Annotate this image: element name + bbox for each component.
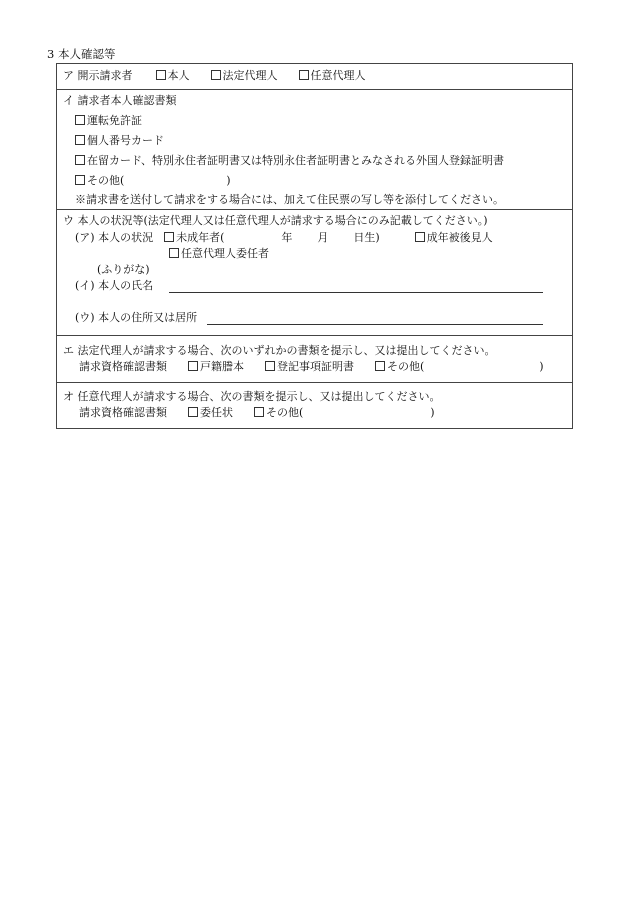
option-legal-agent: 法定代理人 xyxy=(222,69,278,82)
checkbox-principal[interactable] xyxy=(156,70,166,80)
legal-other-close: ) xyxy=(539,360,544,373)
checkbox-voluntary-agent[interactable] xyxy=(299,70,309,80)
checkbox-legal-other[interactable] xyxy=(375,361,385,371)
option-voluntary-other: その他( xyxy=(266,406,304,419)
principal-status-label: ウ 本人の状況等(法定代理人又は任意代理人が請求する場合にのみ記載してください。) xyxy=(63,214,488,227)
legal-agent-doc-label: 請求資格確認書類 xyxy=(79,360,167,373)
checkbox-other-id[interactable] xyxy=(75,175,85,185)
option-registry-certificate: 登記事項証明書 xyxy=(277,360,354,373)
option-drivers-license: 運転免許証 xyxy=(87,114,142,127)
option-residence-card: 在留カード、特別永住者証明書又は特別永住者証明書とみなされる外国人登録証明書 xyxy=(87,154,505,167)
option-power-of-attorney: 委任状 xyxy=(200,406,233,419)
name-input-line[interactable] xyxy=(169,292,543,293)
requester-row xyxy=(57,64,572,90)
checkbox-my-number-card[interactable] xyxy=(75,135,85,145)
address-label: (ウ) 本人の住所又は居所 xyxy=(75,311,198,324)
year-label: 年 xyxy=(281,231,293,244)
checkbox-family-register[interactable] xyxy=(188,361,198,371)
checkbox-power-of-attorney[interactable] xyxy=(188,407,198,417)
status-label: (ア) 本人の状況 xyxy=(75,231,154,244)
section-title: 3 本人確認等 xyxy=(47,47,116,61)
checkbox-residence-card[interactable] xyxy=(75,155,85,165)
checkbox-legal-agent[interactable] xyxy=(211,70,221,80)
id-documents-row xyxy=(57,89,572,210)
checkbox-adult-ward[interactable] xyxy=(415,232,425,242)
voluntary-other-close: ) xyxy=(430,406,435,419)
option-minor: 未成年者( xyxy=(176,231,225,244)
mail-note: ※請求書を送付して請求をする場合には、加えて住民票の写し等を添付してください。 xyxy=(75,193,504,206)
month-label: 月 xyxy=(317,231,329,244)
furigana-label: (ふりがな) xyxy=(97,263,150,276)
voluntary-agent-doc-label: 請求資格確認書類 xyxy=(79,406,167,419)
option-legal-other: その他( xyxy=(387,360,425,373)
checkbox-registry-certificate[interactable] xyxy=(265,361,275,371)
id-documents-label: イ 請求者本人確認書類 xyxy=(63,94,177,107)
other-id-close: ) xyxy=(226,174,231,187)
address-input-line[interactable] xyxy=(207,324,543,325)
name-label: (イ) 本人の氏名 xyxy=(75,279,154,292)
identity-verification-form xyxy=(56,63,573,429)
principal-status-row xyxy=(57,209,572,336)
checkbox-minor[interactable] xyxy=(164,232,174,242)
option-other-id: その他( xyxy=(87,174,125,187)
requester-label: ア 開示請求者 xyxy=(63,69,133,82)
checkbox-principal-of-agent[interactable] xyxy=(169,248,179,258)
legal-agent-label: エ 法定代理人が請求する場合、次のいずれかの書類を提示し、又は提出してください。 xyxy=(63,344,496,357)
option-my-number-card: 個人番号カード xyxy=(87,134,164,147)
voluntary-agent-row xyxy=(57,382,572,429)
voluntary-agent-label: オ 任意代理人が請求する場合、次の書類を提示し、又は提出してください。 xyxy=(63,390,441,403)
option-principal-of-agent: 任意代理人委任者 xyxy=(181,247,269,260)
option-voluntary-agent: 任意代理人 xyxy=(310,69,366,82)
legal-agent-row xyxy=(57,335,572,383)
checkbox-drivers-license[interactable] xyxy=(75,115,85,125)
option-principal: 本人 xyxy=(167,69,190,82)
checkbox-voluntary-other[interactable] xyxy=(254,407,264,417)
option-adult-ward: 成年被後見人 xyxy=(426,231,493,244)
option-family-register: 戸籍謄本 xyxy=(200,360,244,373)
day-born-label: 日生) xyxy=(353,231,380,244)
